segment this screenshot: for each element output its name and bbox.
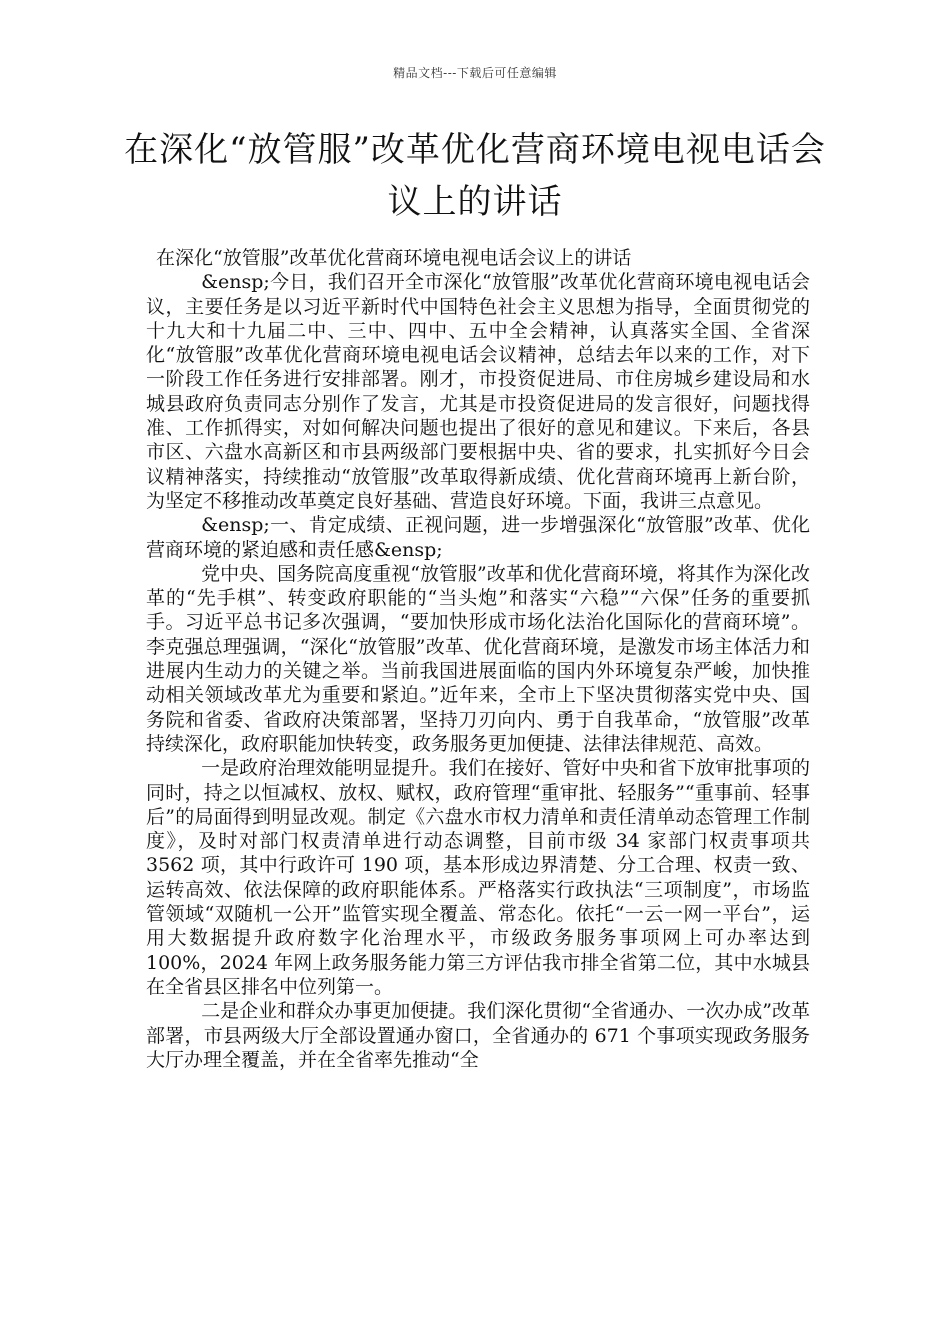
paragraph: 一是政府治理效能明显提升。我们在接好、管好中央和省下放审批事项的同时，持之以恒减权、放权、赋权，政府管理“重审批、轻服务”“重事前、轻事后”的局面得到明显改观。制定《六盘水市权力清单和责任清单动态管理工作制度》，及时对部门权责清单进行动态调整，目前市级 34 家部门权责事项共 3562 项，其中行政许可 190 项，基本形成边界清楚、分工合理、权责一致、运转高效、依法保障的政府职能体系。严格落实行政执法“三项制度”，市场监管领域“双随机一公开”监管实现全覆盖、常态化。依托“一云一网一平台”，运用大数据提升政府数字化治理水平，市级政务服务事项网上可办率达到 100%，2024 年网上政务服务能力第三方评估我市排全省第二位，其中水城县在全省县区排名中位列第一。 <box>146 757 810 998</box>
section-heading: &ensp;一、肯定成绩、正视问题，进一步增强深化“放管服”改革、优化营商环境的紧迫感和责任感&ensp; <box>146 514 810 561</box>
document-title: 在深化“放管服”改革优化营商环境电视电话会议上的讲话 <box>124 130 826 222</box>
paragraph: 党中央、国务院高度重视“放管服”改革和优化营商环境，将其作为深化改革的“先手棋”、转变政府职能的“当头炮”和落实“六稳”“六保”任务的重要抓手。习近平总书记多次强调，“要加快形成市场化法治化国际化的营商环境”。李克强总理强调，“深化“放管服”改革、优化营商环境，是激发市场主体活力和进展内生动力的关键之举。当前我国进展面临的国内外环境复杂严峻，加快推动相关领域改革尤为重要和紧迫。”近年来，全市上下坚决贯彻落实党中央、国务院和省委、省政府决策部署，坚持刀刃向内、勇于自我革命，“放管服”改革持续深化，政府职能加快转变，政务服务更加便捷、法律法律规范、高效。 <box>146 562 810 755</box>
document-body <box>146 246 810 1072</box>
paragraph-heading: 在深化“放管服”改革优化营商环境电视电话会议上的讲话 <box>156 247 632 269</box>
paragraph: 二是企业和群众办事更加便捷。我们深化贯彻“全省通办、一次办成”改革部署，市县两级大厅全部设置通办窗口，全省通办的 671 个事项实现政务服务大厅办理全覆盖，并在全省率先推动“全 <box>146 1000 810 1071</box>
paragraph: &ensp;今日，我们召开全市深化“放管服”改革优化营商环境电视电话会议，主要任务是以习近平新时代中国特色社会主义思想为指导，全面贯彻党的十九大和十九届二中、三中、四中、五中全会精神，认真落实全国、全省深化“放管服”改革优化营商环境电视电话会议精神，总结去年以来的工作，对下一阶段工作任务进行安排部署。刚才，市投资促进局、市住房城乡建设局和水城县政府负责同志分别作了发言，尤其是市投资促进局的发言很好，问题找得准、工作抓得实，对如何解决问题也提出了很好的意见和建议。下来后，各县市区、六盘水高新区和市县两级部门要根据中央、省的要求，扎实抓好今日会议精神落实，持续推动“放管服”改革取得新成绩、优化营商环境再上新台阶，为坚定不移推动改革奠定良好基础、营造良好环境。下面，我讲三点意见。 <box>146 271 810 512</box>
header-note: 精品文档---下载后可任意编辑 <box>393 66 557 80</box>
